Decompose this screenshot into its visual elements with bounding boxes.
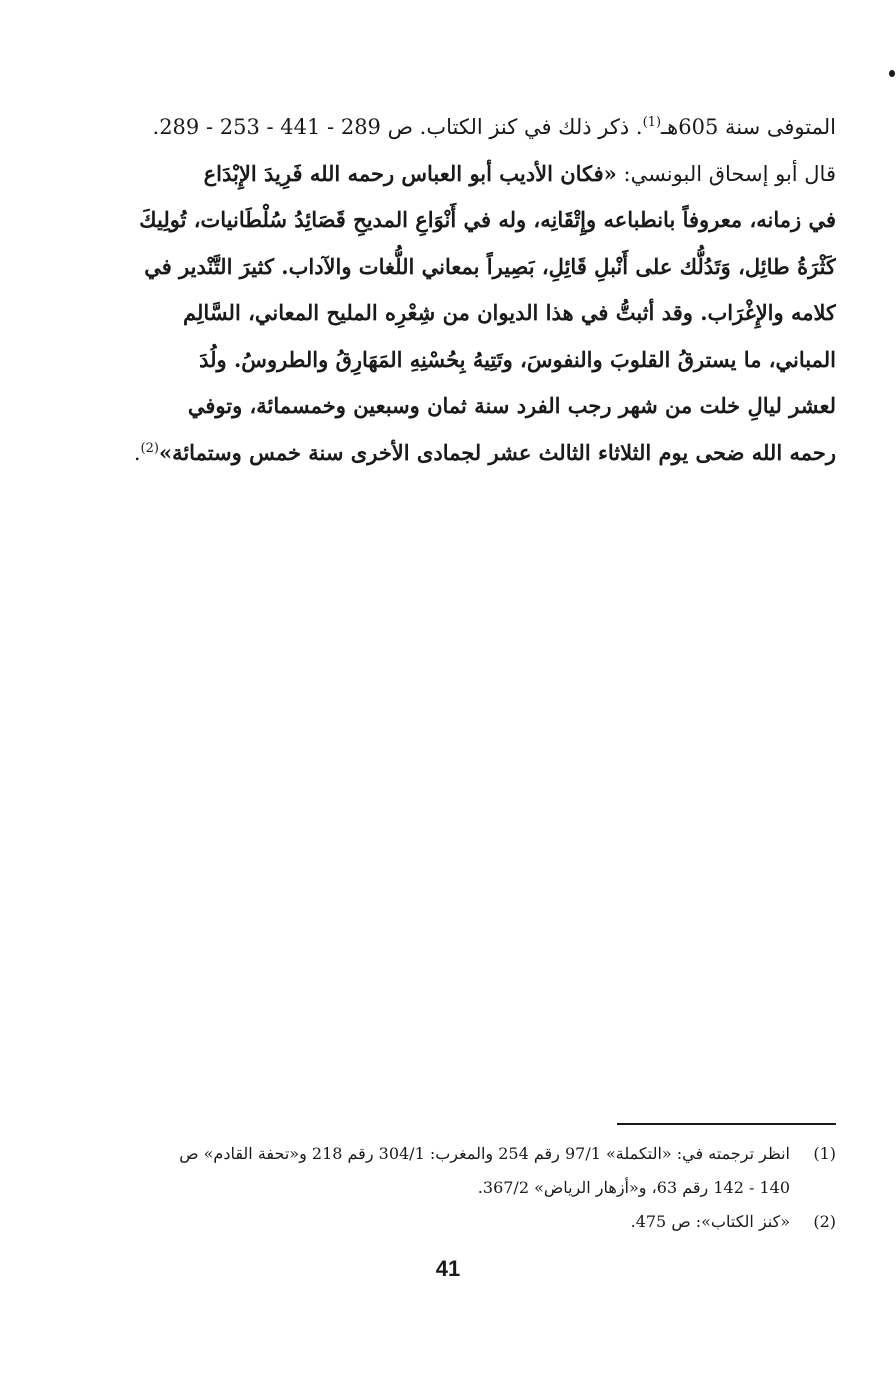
text-line-3: في زمانه، معروفاً بانطباعه وإِتْقَانِه، وله في أَنْوَاعِ المديحِ قَصَائِدُ سُلْطَانيات، تُولِيكَ (139, 207, 836, 232)
footnote-number: (1) (813, 1144, 836, 1163)
footnote-text: انظر ترجمته في: «التكملة» 97/1 رقم 254 والمغرب: 304/1 رقم 218 و«تحفة القادم» ص (179, 1144, 790, 1163)
text-line-4: كَثْرَةُ طائِل، وَتَدُلُّك على أَنْبلِ قَائِلِ، بَصِيراً بمعاني اللُّغات والآداب. كثيرَ التَّنْدير في (144, 253, 836, 279)
footnotes (100, 1137, 836, 1239)
footnote-text: «كنز الكتاب»: ص 475. (630, 1212, 790, 1231)
text-line-8: رحمه الله ضحى يوم الثلاثاء الثالث عشر لجمادى الأخرى سنة خمس وستمائة»$^{(2)}$. (133, 439, 836, 465)
footnote-divider (617, 1123, 836, 1125)
main-text (96, 104, 836, 476)
footnote-number: (2) (813, 1212, 836, 1231)
text-line-2: قال أبو إسحاق البونسي: «فكان الأديب أبو العباس رحمه الله فَرِيدَ الإِبْدَاع (203, 160, 836, 186)
text-line-7: لعشر ليالِ خلت من شهر رجب الفرد سنة ثمان وسبعين وخمسمائة، وتوفي (187, 393, 836, 418)
footnote-1 (100, 1137, 836, 1205)
footnote-ref-1: (1) (642, 115, 662, 130)
scan-mark (889, 70, 895, 77)
text-line-1: المتوفى سنة 605هـ$^{(1)}$. ذكر ذلك في كنز الكتاب. ص 289 - 441 - 253 - 289. (152, 115, 836, 139)
page-number: 41 (435, 1256, 461, 1281)
quote-start: «فكان الأديب أبو العباس رحمه الله فَرِيدَ الإِبْدَاع (203, 160, 617, 186)
footnote-2 (100, 1205, 836, 1239)
footnote-ref-2: (2) (140, 440, 159, 456)
footnote-text: 140 - 142 رقم 63، و«أزهار الرياض» 367/2. (477, 1178, 790, 1197)
text-line-5: كلامه والإِغْرَاب. وقد أثبتُّ في هذا الديوان من شِعْرِه المليح المعاني، السَّالِم (183, 300, 836, 325)
text-line-6: المباني، ما يسترقُ القلوبَ والنفوسَ، وتَتِيهُ بِحُسْنِهِ المَهَارِقُ والطروسُ. ولُدَ (199, 346, 836, 372)
